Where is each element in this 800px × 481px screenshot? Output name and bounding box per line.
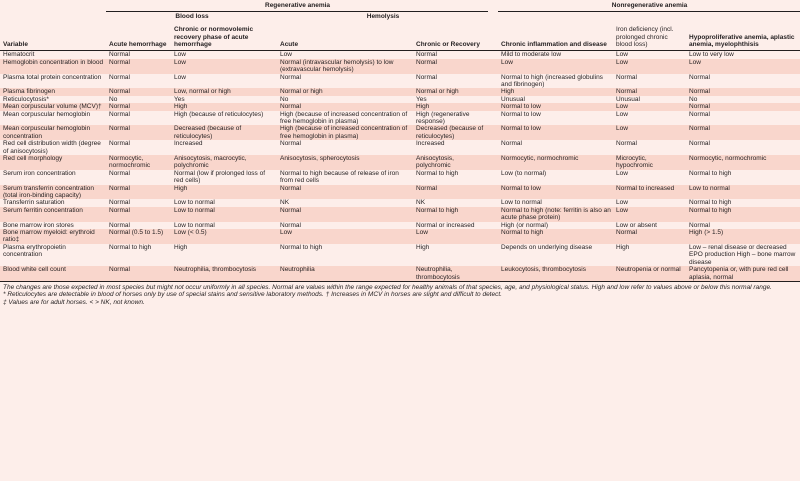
- value-cell: NK: [416, 199, 426, 207]
- variable-cell: Mean corpuscular hemoglobin concentration: [0, 125, 106, 140]
- table-header: [0, 0, 800, 51]
- value-cell: Normal: [280, 73, 301, 81]
- column-gap: [488, 222, 498, 229]
- column-gap: [488, 103, 498, 110]
- value-cell: High: [171, 103, 277, 110]
- value-cell: Neutropenia or normal: [613, 266, 686, 281]
- value-cell: Anisocytosis, spherocytosis: [277, 155, 413, 170]
- value-cell: Normal to high: [109, 243, 152, 251]
- value-cell: Low: [613, 125, 686, 140]
- value-cell: Normal: [416, 51, 437, 59]
- value-cell: Normal to increased: [613, 185, 686, 200]
- table-row: [0, 74, 800, 89]
- value-cell: High (or normal): [501, 221, 549, 229]
- value-cell: Normal: [501, 140, 522, 148]
- blood-loss-heading: Blood loss: [175, 13, 209, 21]
- hemolysis-heading: Hemolysis: [366, 13, 400, 21]
- value-cell: Normal (0.5 to 1.5): [106, 229, 171, 244]
- column-gap: [488, 199, 498, 206]
- value-cell: Mild to moderate low: [501, 51, 562, 59]
- value-cell: Normal: [277, 207, 413, 222]
- value-cell: Normal: [280, 221, 301, 229]
- table-row: [0, 103, 800, 110]
- table-row: [0, 88, 800, 95]
- value-cell: High: [416, 243, 430, 251]
- value-cell: Normocytic, normochromic: [106, 155, 171, 170]
- column-header: Acute hemorrhage: [106, 21, 171, 51]
- value-cell: Normal: [280, 140, 301, 148]
- value-cell: No: [689, 95, 698, 103]
- value-cell: High: [174, 243, 188, 251]
- value-cell: Low to normal: [174, 221, 215, 229]
- variable-cell: Red cell distribution width (degree of anisocytosis): [3, 140, 101, 155]
- table-row: [0, 125, 800, 140]
- table-row: [0, 155, 800, 170]
- table-row: [0, 266, 800, 281]
- footnote: ‡ Values are for adult horses. < > NK, not known.: [3, 298, 145, 306]
- value-cell: Normal to low: [498, 125, 613, 140]
- value-cell: Anisocytosis, polychromic: [413, 155, 488, 170]
- value-cell: Decreased (because of reticulocytes): [413, 125, 488, 140]
- value-cell: Low: [498, 59, 613, 74]
- variable-cell: Mean corpuscular volume (MCV)†: [0, 103, 106, 110]
- footnote: * Reticulocytes are detectable in blood of horses only by use of special stains and sensitive laboratory methods. † Increases in MCV in horses are slight and difficult to detect.: [3, 291, 502, 299]
- value-cell: Low: [613, 103, 686, 110]
- value-cell: High (because of reticulocytes): [174, 110, 264, 118]
- variable-cell: Mean corpuscular hemoglobin: [3, 110, 91, 118]
- variable-cell: Hematocrit: [3, 51, 35, 59]
- table-row: [0, 229, 800, 244]
- column-gap: [488, 111, 498, 126]
- value-cell: Low to very low: [689, 51, 734, 59]
- variable-cell: Transferrin saturation: [3, 199, 65, 207]
- column-gap: [488, 96, 498, 103]
- value-cell: Leukocytosis, thrombocytosis: [498, 266, 613, 281]
- value-cell: Neutrophilia, thrombocytosis: [171, 266, 277, 281]
- regenerative-anemia-heading: Regenerative anemia: [106, 0, 488, 12]
- value-cell: Normal: [109, 199, 130, 207]
- nonregenerative-anemia-heading: Nonregenerative anemia: [498, 0, 800, 12]
- value-cell: Low: [613, 207, 686, 222]
- value-cell: Normal: [689, 140, 710, 148]
- value-cell: NK: [280, 199, 290, 207]
- column-gap: [488, 244, 498, 266]
- value-cell: Normal: [106, 125, 171, 140]
- table-row: [0, 59, 800, 74]
- value-cell: Normal: [106, 185, 171, 200]
- value-cell: Low to normal: [174, 199, 215, 207]
- value-cell: Normal: [686, 103, 800, 110]
- table-body: [0, 51, 800, 282]
- column-gap: [488, 170, 498, 185]
- value-cell: Neutrophilia: [277, 266, 413, 281]
- column-gap: [488, 229, 498, 244]
- value-cell: Normal to high: [689, 199, 732, 207]
- table-row: [0, 222, 800, 229]
- value-cell: Normal to high (increased globulins and fibrinogen): [501, 73, 603, 88]
- value-cell: Decreased (because of reticulocytes): [171, 125, 277, 140]
- value-cell: Normal (intravascular hemolysis) to low (extravascular hemolysis): [277, 59, 413, 74]
- value-cell: No: [280, 95, 289, 103]
- value-cell: Normal to high (note: ferritin is also an acute phase protein): [498, 207, 613, 222]
- value-cell: Normal to high because of release of iron from red cells: [280, 169, 399, 185]
- value-cell: Normal: [686, 88, 800, 95]
- value-cell: Neutrophilia, thrombocytosis: [413, 266, 488, 281]
- value-cell: Normal to high: [686, 207, 800, 222]
- column-header: Acute: [277, 21, 413, 51]
- column-gap: [488, 266, 498, 281]
- value-cell: High (> 1.5): [686, 229, 800, 244]
- value-cell: Normal: [106, 207, 171, 222]
- column-gap: [488, 88, 498, 95]
- value-cell: Normal: [109, 73, 130, 81]
- footnote: The changes are those expected in most species but might not occur uniformly in all species. Normal are values within the range expected for healthy animals of that species, age, and physiological status. High and low refer to values above or below this normal range.: [3, 283, 772, 291]
- value-cell: Normocytic, normochromic: [686, 155, 800, 170]
- column-gap: [488, 51, 498, 59]
- value-cell: Normal to low: [498, 103, 613, 110]
- column-header: Hypoproliferative anemia, aplastic anemia, myelophthisis: [686, 21, 800, 51]
- value-cell: Low: [413, 229, 488, 244]
- variable-cell: Bone marrow myeloid: erythroid ratio‡: [0, 229, 106, 244]
- value-cell: Increased: [174, 140, 203, 148]
- value-cell: Unusual: [616, 95, 640, 103]
- value-cell: Low to normal: [686, 185, 800, 200]
- value-cell: Low, normal or high: [171, 88, 277, 95]
- table-row: [0, 244, 800, 266]
- column-gap: [488, 207, 498, 222]
- value-cell: Low: [174, 51, 186, 59]
- value-cell: Anisocytosis, macrocytic, polychromic: [171, 155, 277, 170]
- value-cell: High: [413, 103, 488, 110]
- table-row: [0, 111, 800, 126]
- value-cell: Normal to high: [689, 169, 732, 177]
- value-cell: Normal to high: [416, 169, 459, 177]
- table-row: [0, 185, 800, 200]
- value-cell: Yes: [416, 95, 427, 103]
- variable-column-header: Variable: [0, 21, 106, 51]
- value-cell: Normal to low: [501, 110, 541, 118]
- value-cell: Low to normal: [501, 199, 542, 207]
- value-cell: Normal: [689, 73, 710, 81]
- variable-cell: Serum transferrin concentration (total iron-binding capacity): [0, 185, 106, 200]
- column-header: Iron deficiency (incl. prolonged chronic blood loss): [613, 21, 686, 51]
- value-cell: Low or absent: [616, 221, 657, 229]
- value-cell: Low: [280, 51, 292, 59]
- value-cell: Normal: [109, 169, 130, 177]
- value-cell: Normal: [413, 185, 488, 200]
- table-row: [0, 96, 800, 103]
- variable-cell: Bone marrow iron stores: [3, 221, 74, 229]
- table-row: [0, 207, 800, 222]
- value-cell: Microcytic, hypochromic: [613, 155, 686, 170]
- value-cell: High (because of increased concentration of free hemoglobin in plasma): [280, 110, 408, 125]
- value-cell: Normal: [413, 59, 488, 74]
- variable-cell: Serum iron concentration: [3, 169, 76, 177]
- value-cell: Low: [174, 73, 186, 81]
- value-cell: Normal: [109, 221, 130, 229]
- value-cell: Depends on underlying disease: [501, 243, 593, 251]
- table-row: [0, 170, 800, 185]
- value-cell: No: [109, 95, 118, 103]
- value-cell: Normal: [109, 110, 130, 118]
- value-cell: Normal: [106, 266, 171, 281]
- value-cell: Low: [171, 59, 277, 74]
- value-cell: Normal: [109, 51, 130, 59]
- value-cell: Normal: [616, 140, 637, 148]
- value-cell: Normal to high: [498, 229, 613, 244]
- value-cell: Normocytic, normochromic: [498, 155, 613, 170]
- value-cell: Normal to high: [280, 243, 323, 251]
- column-gap: [488, 155, 498, 170]
- value-cell: High (regenerative response): [416, 110, 470, 125]
- variable-cell: Plasma erythropoietin concentration: [3, 243, 66, 259]
- value-cell: Normal: [613, 88, 686, 95]
- value-cell: Normal (low if prolonged loss of red cells): [174, 169, 266, 185]
- variable-cell: Red cell morphology: [0, 155, 106, 170]
- value-cell: Normal: [106, 59, 171, 74]
- value-cell: Low: [616, 110, 628, 118]
- column-gap: [488, 140, 498, 155]
- value-cell: Normal to low: [498, 185, 613, 200]
- column-header: Chronic or Recovery: [413, 21, 488, 51]
- value-cell: Low: [686, 59, 800, 74]
- value-cell: Low: [613, 59, 686, 74]
- variable-cell: Plasma total protein concentration: [3, 73, 102, 81]
- column-header: Chronic inflammation and disease: [498, 21, 613, 51]
- table-footnotes: [0, 282, 800, 306]
- column-header: Chronic or normovolemic recovery phase of acute hemorrhage: [171, 21, 277, 51]
- value-cell: High (because of increased concentration of free hemoglobin in plasma): [277, 125, 413, 140]
- value-cell: Pancytopenia or, with pure red cell aplasia, normal: [686, 266, 800, 281]
- value-cell: Low (< 0.5): [171, 229, 277, 244]
- table-row: [0, 140, 800, 155]
- value-cell: High: [171, 185, 277, 200]
- value-cell: Normal: [686, 125, 800, 140]
- value-cell: Normal: [416, 73, 437, 81]
- value-cell: Low: [277, 229, 413, 244]
- value-cell: Normal: [109, 140, 130, 148]
- value-cell: Normal: [277, 103, 413, 110]
- table-row: [0, 51, 800, 59]
- variable-cell: Hemoglobin concentration in blood: [0, 59, 106, 74]
- value-cell: Normal or high: [277, 88, 413, 95]
- value-cell: Yes: [174, 95, 185, 103]
- value-cell: Increased: [416, 140, 445, 148]
- value-cell: Normal or high: [413, 88, 488, 95]
- value-cell: Normal: [689, 110, 710, 118]
- value-cell: High: [498, 88, 613, 95]
- column-gap: [488, 125, 498, 140]
- value-cell: Normal: [689, 221, 710, 229]
- value-cell: Normal: [616, 73, 637, 81]
- table-row: [0, 199, 800, 206]
- variable-cell: Serum ferritin concentration: [0, 207, 106, 222]
- variable-cell: Reticulocytosis*: [3, 95, 49, 103]
- value-cell: Normal: [106, 88, 171, 95]
- value-cell: Normal to high: [413, 207, 488, 222]
- variable-cell: Plasma fibrinogen: [0, 88, 106, 95]
- value-cell: Normal: [613, 229, 686, 244]
- value-cell: Low to normal: [171, 207, 277, 222]
- value-cell: Normal or increased: [416, 221, 475, 229]
- value-cell: Low: [616, 51, 628, 59]
- value-cell: Low – renal disease or decreased EPO production High – bone marrow disease: [689, 243, 796, 266]
- value-cell: Low: [616, 199, 628, 207]
- column-gap: [488, 74, 498, 89]
- value-cell: Low (to normal): [501, 169, 547, 177]
- variable-cell: Blood white cell count: [0, 266, 106, 281]
- value-cell: Low: [616, 169, 628, 177]
- value-cell: Normal: [106, 103, 171, 110]
- value-cell: High: [616, 243, 630, 251]
- value-cell: Normal: [277, 185, 413, 200]
- column-gap: [488, 185, 498, 200]
- value-cell: Unusual: [501, 95, 525, 103]
- column-gap: [488, 59, 498, 74]
